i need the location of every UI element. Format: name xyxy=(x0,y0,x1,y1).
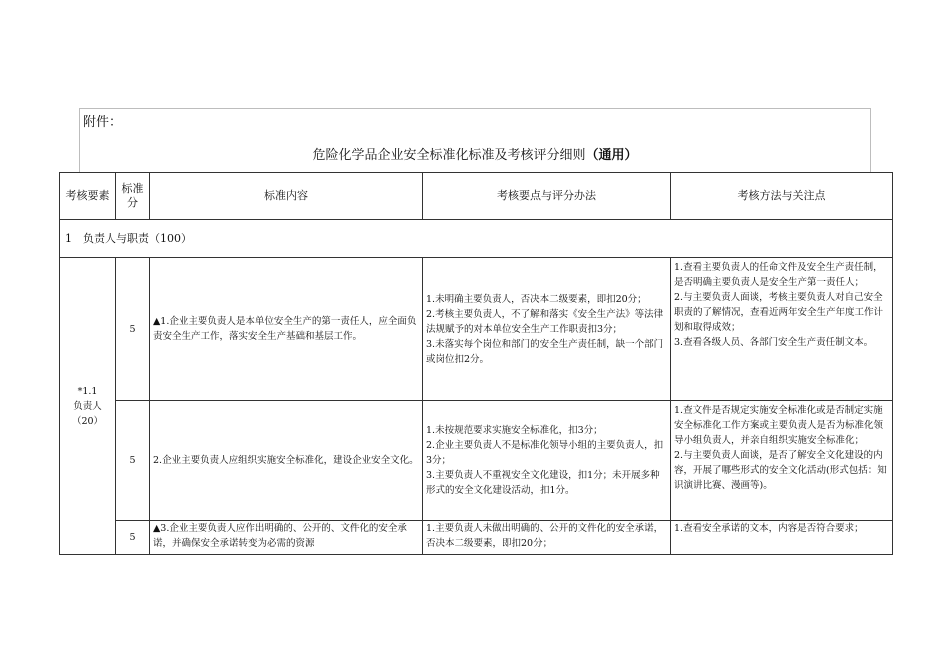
col-header-score: 标准分 xyxy=(116,173,150,220)
row-score: 5 xyxy=(116,258,150,401)
row-methods: 1.查看安全承诺的文本，内容是否符合要求； xyxy=(671,521,893,555)
row-methods: 1.查看主要负责人的任命文件及安全生产责任制，是否明确主要负责人是安全生产第一责任人； 2.与主要负责人面谈，考核主要负责人对自己安全职责的了解情况，查看近两年安全生产年度工作计划和取得成效； 3.查看各级人员、各部门安全生产责任制文本。 xyxy=(671,258,893,401)
table-row xyxy=(60,401,893,521)
row-score: 5 xyxy=(116,521,150,555)
table-row xyxy=(60,521,893,555)
section-row xyxy=(60,220,893,258)
row-content: 2.企业主要负责人应组织实施安全标准化，建设企业安全文化。 xyxy=(150,401,423,521)
row-points: 1.未明确主要负责人，否决本二级要素，即扣20分； 2.考核主要负责人，不了解和落实《安全生产法》等法律法规赋予的对本单位安全生产工作职责扣3分； 3.未落实每个岗位和部门的安全生产责任制，缺一个部门或岗位扣2分。 xyxy=(423,258,671,401)
document-title xyxy=(80,144,870,163)
attachment-label: 附件： xyxy=(83,115,123,130)
row-points: 1.主要负责人未做出明确的、公开的文件化的安全承诺，否决本二级要素，即扣20分； xyxy=(423,521,671,555)
row-methods: 1.查文件是否规定实施安全标准化或是否制定实施安全标准化工作方案或主要负责人是否为标准化领导小组负责人，并亲自组织实施安全标准化； 2.与主要负责人面谈，是否了解安全文化建设的内容，开展了哪些形式的安全文化活动(形式包括：知识演讲比赛、漫画等)。 xyxy=(671,401,893,521)
col-header-content: 标准内容 xyxy=(150,173,423,220)
document-title-suffix: （通用） xyxy=(585,148,638,163)
section-title: 1 负责人与职责（100） xyxy=(60,220,893,258)
element-cell xyxy=(60,258,116,555)
assessment-table xyxy=(59,172,893,555)
col-header-methods: 考核方法与关注点 xyxy=(671,173,893,220)
row-content: ▲1.企业主要负责人是本单位安全生产的第一责任人，应全面负责安全生产工作，落实安全生产基础和基层工作。 xyxy=(150,258,423,401)
element-score: （20） xyxy=(71,415,104,427)
table-row xyxy=(60,258,893,401)
col-header-points: 考核要点与评分办法 xyxy=(423,173,671,220)
element-code: *1.1 xyxy=(77,385,98,397)
element-name: 负责人 xyxy=(73,400,102,412)
row-content: ▲3.企业主要负责人应作出明确的、公开的、文件化的安全承诺，并确保安全承诺转变为必需的资源 xyxy=(150,521,423,555)
document-title-main: 危险化学品企业安全标准化标准及考核评分细则 xyxy=(312,148,586,163)
table-header-row xyxy=(60,173,893,220)
row-score: 5 xyxy=(116,401,150,521)
row-points: 1.未按规范要求实施安全标准化，扣3分； 2.企业主要负责人不是标准化领导小组的主要负责人，扣3分； 3.主要负责人不重视安全文化建设，扣1分；未开展多种形式的安全文化建设活动，扣1分。 xyxy=(423,401,671,521)
col-header-element: 考核要素 xyxy=(60,173,116,220)
attachment-header xyxy=(79,108,871,173)
